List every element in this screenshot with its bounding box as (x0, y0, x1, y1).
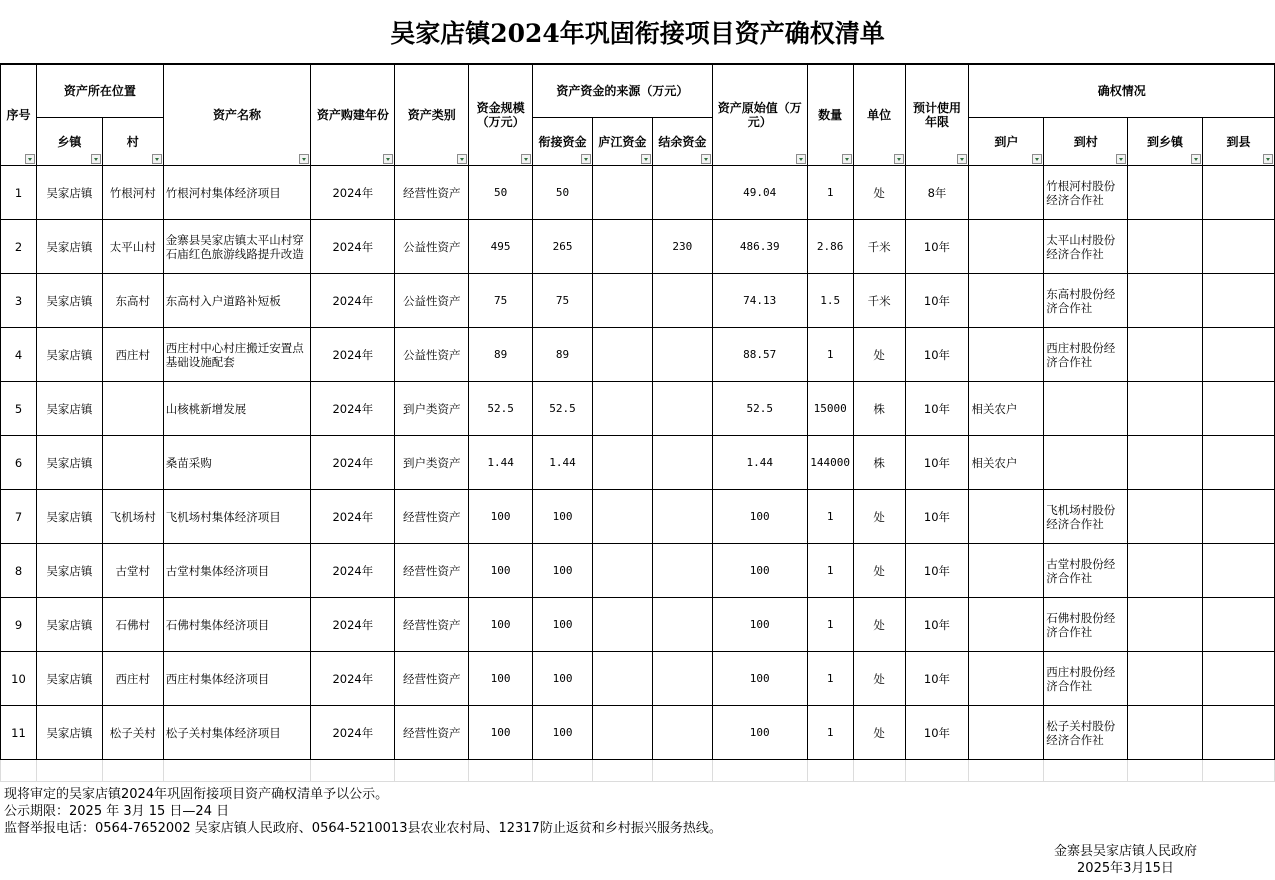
table-row (1, 544, 1275, 598)
cell-surplus-fund[interactable] (652, 382, 712, 436)
cell-scale[interactable]: 75 (469, 274, 533, 328)
filter-dropdown-icon[interactable] (1116, 154, 1126, 164)
cell-to-township[interactable] (1128, 382, 1203, 436)
cell-year[interactable]: 2024年 (311, 490, 395, 544)
filter-dropdown-icon[interactable] (299, 154, 309, 164)
filter-dropdown-icon[interactable] (1263, 154, 1273, 164)
cell-town[interactable]: 吴家店镇 (36, 598, 102, 652)
cell-category[interactable]: 公益性资产 (395, 220, 469, 274)
cell-link-fund[interactable]: 52.5 (533, 382, 593, 436)
cell-quantity[interactable]: 1 (807, 544, 853, 598)
cell-town[interactable]: 吴家店镇 (36, 328, 102, 382)
cell-seq[interactable]: 11 (1, 706, 37, 760)
cell-year[interactable]: 2024年 (311, 328, 395, 382)
cell-quantity[interactable]: 1 (807, 598, 853, 652)
cell-lujiang-fund[interactable] (592, 598, 652, 652)
cell-quantity[interactable]: 1 (807, 490, 853, 544)
cell-lujiang-fund[interactable] (592, 544, 652, 598)
cell-unit[interactable]: 株 (853, 382, 905, 436)
empty-cell[interactable] (652, 760, 712, 782)
sign-date: 2025年3月15日 (1077, 861, 1174, 876)
cell-link-fund[interactable]: 100 (533, 490, 593, 544)
cell-to-village[interactable]: 竹根河村股份经济合作社 (1044, 166, 1128, 220)
empty-cell[interactable] (1, 760, 37, 782)
cell-unit[interactable]: 处 (853, 706, 905, 760)
cell-lujiang-fund[interactable] (592, 220, 652, 274)
cell-surplus-fund[interactable]: 230 (652, 220, 712, 274)
cell-lujiang-fund[interactable] (592, 328, 652, 382)
cell-village[interactable]: 东高村 (102, 274, 163, 328)
cell-town[interactable]: 吴家店镇 (36, 166, 102, 220)
cell-original-value[interactable]: 100 (712, 706, 807, 760)
table-row (1, 436, 1275, 490)
cell-service-life[interactable]: 10年 (905, 490, 969, 544)
cell-to-household[interactable] (969, 274, 1044, 328)
cell-link-fund[interactable]: 50 (533, 166, 593, 220)
cell-original-value[interactable]: 49.04 (712, 166, 807, 220)
cell-to-township[interactable] (1128, 706, 1203, 760)
cell-service-life[interactable]: 10年 (905, 652, 969, 706)
header-town: 乡镇 (36, 118, 102, 166)
cell-town[interactable]: 吴家店镇 (36, 652, 102, 706)
cell-surplus-fund[interactable] (652, 328, 712, 382)
cell-surplus-fund[interactable] (652, 706, 712, 760)
empty-cell[interactable] (163, 760, 311, 782)
cell-village[interactable]: 飞机场村 (102, 490, 163, 544)
cell-category[interactable]: 到户类资产 (395, 436, 469, 490)
cell-to-township[interactable] (1128, 328, 1203, 382)
cell-village[interactable]: 松子关村 (102, 706, 163, 760)
filter-dropdown-icon[interactable] (842, 154, 852, 164)
cell-to-village[interactable] (1044, 436, 1128, 490)
cell-to-household[interactable] (969, 490, 1044, 544)
cell-year[interactable]: 2024年 (311, 706, 395, 760)
cell-category[interactable]: 经营性资产 (395, 706, 469, 760)
cell-to-household[interactable]: 相关农户 (969, 436, 1044, 490)
cell-to-village[interactable] (1044, 382, 1128, 436)
filter-dropdown-icon[interactable] (701, 154, 711, 164)
header-quantity: 数量 (807, 65, 853, 166)
cell-unit[interactable]: 株 (853, 436, 905, 490)
empty-cell[interactable] (102, 760, 163, 782)
table-row (1, 274, 1275, 328)
cell-village[interactable]: 古堂村 (102, 544, 163, 598)
cell-original-value[interactable]: 100 (712, 598, 807, 652)
filter-dropdown-icon[interactable] (796, 154, 806, 164)
cell-seq[interactable]: 7 (1, 490, 37, 544)
cell-year[interactable]: 2024年 (311, 274, 395, 328)
cell-year[interactable]: 2024年 (311, 598, 395, 652)
cell-to-household[interactable] (969, 598, 1044, 652)
table-row (1, 220, 1275, 274)
cell-unit[interactable]: 千米 (853, 274, 905, 328)
header-lujiang-fund: 庐江资金 (592, 118, 652, 166)
cell-seq[interactable]: 9 (1, 598, 37, 652)
cell-seq[interactable]: 8 (1, 544, 37, 598)
cell-village[interactable]: 西庄村 (102, 652, 163, 706)
cell-to-village[interactable]: 西庄村股份经济合作社 (1044, 328, 1128, 382)
cell-seq[interactable]: 1 (1, 166, 37, 220)
cell-village[interactable] (102, 436, 163, 490)
header-to-household: 到户 (969, 118, 1044, 166)
cell-original-value[interactable]: 486.39 (712, 220, 807, 274)
header-to-township: 到乡镇 (1128, 118, 1203, 166)
cell-scale[interactable]: 52.5 (469, 382, 533, 436)
cell-asset-name[interactable]: 东高村入户道路补短板 (163, 274, 311, 328)
filter-dropdown-icon[interactable] (152, 154, 162, 164)
cell-village[interactable]: 石佛村 (102, 598, 163, 652)
cell-quantity[interactable]: 144000 (807, 436, 853, 490)
header-rights: 确权情况 (969, 65, 1275, 118)
notice-period: 公示期限：2025 年 3月 15 日—24 日 (4, 804, 230, 819)
table-row (1, 382, 1275, 436)
filter-dropdown-icon[interactable] (91, 154, 101, 164)
cell-category[interactable]: 公益性资产 (395, 328, 469, 382)
cell-to-village[interactable]: 古堂村股份经济合作社 (1044, 544, 1128, 598)
cell-surplus-fund[interactable] (652, 166, 712, 220)
cell-surplus-fund[interactable] (652, 544, 712, 598)
cell-asset-name[interactable]: 金寨县吴家店镇太平山村穿石庙红色旅游线路提升改造 (163, 220, 311, 274)
cell-to-county[interactable] (1202, 274, 1274, 328)
empty-cell[interactable] (807, 760, 853, 782)
cell-to-household[interactable] (969, 652, 1044, 706)
header-village: 村 (102, 118, 163, 166)
cell-village[interactable]: 竹根河村 (102, 166, 163, 220)
cell-to-county[interactable] (1202, 328, 1274, 382)
cell-quantity[interactable]: 1 (807, 328, 853, 382)
cell-to-county[interactable] (1202, 706, 1274, 760)
cell-town[interactable]: 吴家店镇 (36, 706, 102, 760)
cell-asset-name[interactable]: 飞机场村集体经济项目 (163, 490, 311, 544)
cell-scale[interactable]: 495 (469, 220, 533, 274)
filter-dropdown-icon[interactable] (894, 154, 904, 164)
table-row (1, 706, 1275, 760)
cell-lujiang-fund[interactable] (592, 652, 652, 706)
cell-seq[interactable]: 3 (1, 274, 37, 328)
cell-quantity[interactable]: 2.86 (807, 220, 853, 274)
cell-to-county[interactable] (1202, 544, 1274, 598)
cell-original-value[interactable]: 100 (712, 652, 807, 706)
cell-lujiang-fund[interactable] (592, 166, 652, 220)
cell-unit[interactable]: 处 (853, 544, 905, 598)
cell-service-life[interactable]: 10年 (905, 382, 969, 436)
cell-village[interactable]: 太平山村 (102, 220, 163, 274)
table-row (1, 598, 1275, 652)
cell-link-fund[interactable]: 100 (533, 598, 593, 652)
cell-scale[interactable]: 100 (469, 544, 533, 598)
empty-cell[interactable] (853, 760, 905, 782)
cell-original-value[interactable]: 74.13 (712, 274, 807, 328)
cell-to-village[interactable]: 西庄村股份经济合作社 (1044, 652, 1128, 706)
header-service-life: 预计使用年限 (905, 65, 969, 166)
cell-scale[interactable]: 100 (469, 706, 533, 760)
cell-link-fund[interactable]: 100 (533, 706, 593, 760)
cell-town[interactable]: 吴家店镇 (36, 490, 102, 544)
cell-seq[interactable]: 6 (1, 436, 37, 490)
cell-lujiang-fund[interactable] (592, 436, 652, 490)
cell-category[interactable]: 公益性资产 (395, 274, 469, 328)
cell-category[interactable]: 经营性资产 (395, 652, 469, 706)
cell-asset-name[interactable]: 古堂村集体经济项目 (163, 544, 311, 598)
cell-town[interactable]: 吴家店镇 (36, 382, 102, 436)
cell-year[interactable]: 2024年 (311, 652, 395, 706)
cell-to-township[interactable] (1128, 490, 1203, 544)
cell-asset-name[interactable]: 竹根河村集体经济项目 (163, 166, 311, 220)
cell-unit[interactable]: 处 (853, 166, 905, 220)
cell-surplus-fund[interactable] (652, 274, 712, 328)
header-category: 资产类别 (395, 65, 469, 166)
table-row (1, 652, 1275, 706)
cell-lujiang-fund[interactable] (592, 706, 652, 760)
cell-service-life[interactable]: 10年 (905, 436, 969, 490)
cell-service-life[interactable]: 10年 (905, 598, 969, 652)
filter-dropdown-icon[interactable] (641, 154, 651, 164)
cell-asset-name[interactable]: 石佛村集体经济项目 (163, 598, 311, 652)
cell-original-value[interactable]: 100 (712, 544, 807, 598)
cell-asset-name[interactable]: 桑苗采购 (163, 436, 311, 490)
cell-to-township[interactable] (1128, 598, 1203, 652)
cell-town[interactable]: 吴家店镇 (36, 274, 102, 328)
asset-table (0, 64, 1275, 782)
cell-original-value[interactable]: 52.5 (712, 382, 807, 436)
cell-town[interactable]: 吴家店镇 (36, 436, 102, 490)
cell-asset-name[interactable]: 山核桃新增发展 (163, 382, 311, 436)
cell-lujiang-fund[interactable] (592, 274, 652, 328)
cell-scale[interactable]: 50 (469, 166, 533, 220)
cell-to-county[interactable] (1202, 382, 1274, 436)
cell-unit[interactable]: 处 (853, 328, 905, 382)
cell-category[interactable]: 经营性资产 (395, 166, 469, 220)
cell-quantity[interactable]: 1 (807, 652, 853, 706)
cell-seq[interactable]: 4 (1, 328, 37, 382)
cell-quantity[interactable]: 1.5 (807, 274, 853, 328)
cell-year[interactable]: 2024年 (311, 220, 395, 274)
cell-quantity[interactable]: 1 (807, 166, 853, 220)
cell-category[interactable]: 到户类资产 (395, 382, 469, 436)
cell-scale[interactable]: 89 (469, 328, 533, 382)
cell-service-life[interactable]: 10年 (905, 544, 969, 598)
filter-dropdown-icon[interactable] (957, 154, 967, 164)
cell-service-life[interactable]: 10年 (905, 274, 969, 328)
signer-name: 金寨县吴家店镇人民政府 (1053, 844, 1197, 859)
cell-to-county[interactable] (1202, 598, 1274, 652)
notice-footer (4, 786, 722, 837)
cell-village[interactable]: 西庄村 (102, 328, 163, 382)
cell-quantity[interactable]: 15000 (807, 382, 853, 436)
cell-year[interactable]: 2024年 (311, 382, 395, 436)
cell-town[interactable]: 吴家店镇 (36, 544, 102, 598)
empty-cell[interactable] (36, 760, 102, 782)
cell-surplus-fund[interactable] (652, 436, 712, 490)
header-scale: 资金规模（万元） (469, 65, 533, 166)
cell-surplus-fund[interactable] (652, 652, 712, 706)
header-to-county: 到县 (1202, 118, 1274, 166)
cell-link-fund[interactable]: 75 (533, 274, 593, 328)
header-year: 资产购建年份 (311, 65, 395, 166)
cell-to-county[interactable] (1202, 652, 1274, 706)
cell-year[interactable]: 2024年 (311, 166, 395, 220)
cell-town[interactable]: 吴家店镇 (36, 220, 102, 274)
header-surplus-fund: 结余资金 (652, 118, 712, 166)
cell-service-life[interactable]: 8年 (905, 166, 969, 220)
cell-service-life[interactable]: 10年 (905, 706, 969, 760)
filter-dropdown-icon[interactable] (521, 154, 531, 164)
empty-cell[interactable] (311, 760, 395, 782)
cell-to-township[interactable] (1128, 166, 1203, 220)
cell-original-value[interactable]: 1.44 (712, 436, 807, 490)
cell-to-household[interactable] (969, 544, 1044, 598)
empty-cell[interactable] (969, 760, 1044, 782)
cell-category[interactable]: 经营性资产 (395, 544, 469, 598)
empty-row (1, 760, 1275, 782)
cell-year[interactable]: 2024年 (311, 544, 395, 598)
cell-scale[interactable]: 100 (469, 598, 533, 652)
header-original-value: 资产原始值（万元） (712, 65, 807, 166)
cell-link-fund[interactable]: 89 (533, 328, 593, 382)
cell-to-household[interactable] (969, 328, 1044, 382)
filter-dropdown-icon[interactable] (581, 154, 591, 164)
cell-lujiang-fund[interactable] (592, 382, 652, 436)
filter-dropdown-icon[interactable] (457, 154, 467, 164)
cell-link-fund[interactable]: 265 (533, 220, 593, 274)
empty-cell[interactable] (1044, 760, 1128, 782)
filter-dropdown-icon[interactable] (1191, 154, 1201, 164)
notice-line-1: 现将审定的吴家店镇2024年巩固衔接项目资产确权清单予以公示。 (4, 787, 389, 802)
header-to-village: 到村 (1044, 118, 1128, 166)
empty-cell[interactable] (1128, 760, 1203, 782)
cell-category[interactable]: 经营性资产 (395, 490, 469, 544)
cell-to-village[interactable]: 东高村股份经济合作社 (1044, 274, 1128, 328)
sheet-title: 吴家店镇2024年巩固衔接项目资产确权清单 (0, 0, 1275, 64)
cell-to-county[interactable] (1202, 220, 1274, 274)
header-location: 资产所在位置 (36, 65, 163, 118)
cell-asset-name[interactable]: 西庄村集体经济项目 (163, 652, 311, 706)
cell-to-household[interactable] (969, 220, 1044, 274)
cell-to-household[interactable] (969, 706, 1044, 760)
cell-link-fund[interactable]: 100 (533, 544, 593, 598)
header-seq: 序号 (1, 65, 37, 166)
cell-asset-name[interactable]: 松子关村集体经济项目 (163, 706, 311, 760)
cell-link-fund[interactable]: 100 (533, 652, 593, 706)
cell-surplus-fund[interactable] (652, 490, 712, 544)
cell-asset-name[interactable]: 西庄村中心村庄搬迁安置点基础设施配套 (163, 328, 311, 382)
cell-to-township[interactable] (1128, 436, 1203, 490)
table-row (1, 328, 1275, 382)
cell-to-township[interactable] (1128, 544, 1203, 598)
cell-seq[interactable]: 10 (1, 652, 37, 706)
cell-to-county[interactable] (1202, 436, 1274, 490)
empty-cell[interactable] (712, 760, 807, 782)
cell-lujiang-fund[interactable] (592, 490, 652, 544)
header-fund-source: 资产资金的来源（万元） (533, 65, 713, 118)
empty-cell[interactable] (469, 760, 533, 782)
cell-scale[interactable]: 100 (469, 490, 533, 544)
filter-dropdown-icon[interactable] (383, 154, 393, 164)
table-row (1, 490, 1275, 544)
header-link-fund: 衔接资金 (533, 118, 593, 166)
cell-to-household[interactable] (969, 166, 1044, 220)
cell-to-village[interactable]: 飞机场村股份经济合作社 (1044, 490, 1128, 544)
cell-to-county[interactable] (1202, 166, 1274, 220)
cell-seq[interactable]: 5 (1, 382, 37, 436)
cell-year[interactable]: 2024年 (311, 436, 395, 490)
cell-to-township[interactable] (1128, 220, 1203, 274)
signature-block (1054, 843, 1197, 877)
cell-quantity[interactable]: 1 (807, 706, 853, 760)
empty-cell[interactable] (905, 760, 969, 782)
cell-category[interactable]: 经营性资产 (395, 598, 469, 652)
cell-to-township[interactable] (1128, 274, 1203, 328)
cell-to-township[interactable] (1128, 652, 1203, 706)
cell-to-village[interactable]: 太平山村股份经济合作社 (1044, 220, 1128, 274)
empty-cell[interactable] (395, 760, 469, 782)
cell-unit[interactable]: 千米 (853, 220, 905, 274)
cell-to-county[interactable] (1202, 490, 1274, 544)
table-row (1, 166, 1275, 220)
cell-to-household[interactable]: 相关农户 (969, 382, 1044, 436)
cell-unit[interactable]: 处 (853, 652, 905, 706)
notice-hotline: 监督举报电话：0564-7652002 吴家店镇人民政府、0564-5210013县农业农村局、12317防止返贫和乡村振兴服务热线。 (4, 821, 722, 836)
cell-service-life[interactable]: 10年 (905, 220, 969, 274)
cell-unit[interactable]: 处 (853, 490, 905, 544)
cell-link-fund[interactable]: 1.44 (533, 436, 593, 490)
cell-surplus-fund[interactable] (652, 598, 712, 652)
empty-cell[interactable] (1202, 760, 1274, 782)
cell-original-value[interactable]: 88.57 (712, 328, 807, 382)
cell-scale[interactable]: 1.44 (469, 436, 533, 490)
filter-dropdown-icon[interactable] (1032, 154, 1042, 164)
header-unit: 单位 (853, 65, 905, 166)
header-asset-name: 资产名称 (163, 65, 311, 166)
cell-seq[interactable]: 2 (1, 220, 37, 274)
cell-village[interactable] (102, 382, 163, 436)
cell-service-life[interactable]: 10年 (905, 328, 969, 382)
cell-to-village[interactable]: 松子关村股份经济合作社 (1044, 706, 1128, 760)
filter-dropdown-icon[interactable] (25, 154, 35, 164)
cell-unit[interactable]: 处 (853, 598, 905, 652)
cell-scale[interactable]: 100 (469, 652, 533, 706)
empty-cell[interactable] (533, 760, 593, 782)
empty-cell[interactable] (592, 760, 652, 782)
cell-to-village[interactable]: 石佛村股份经济合作社 (1044, 598, 1128, 652)
cell-original-value[interactable]: 100 (712, 490, 807, 544)
